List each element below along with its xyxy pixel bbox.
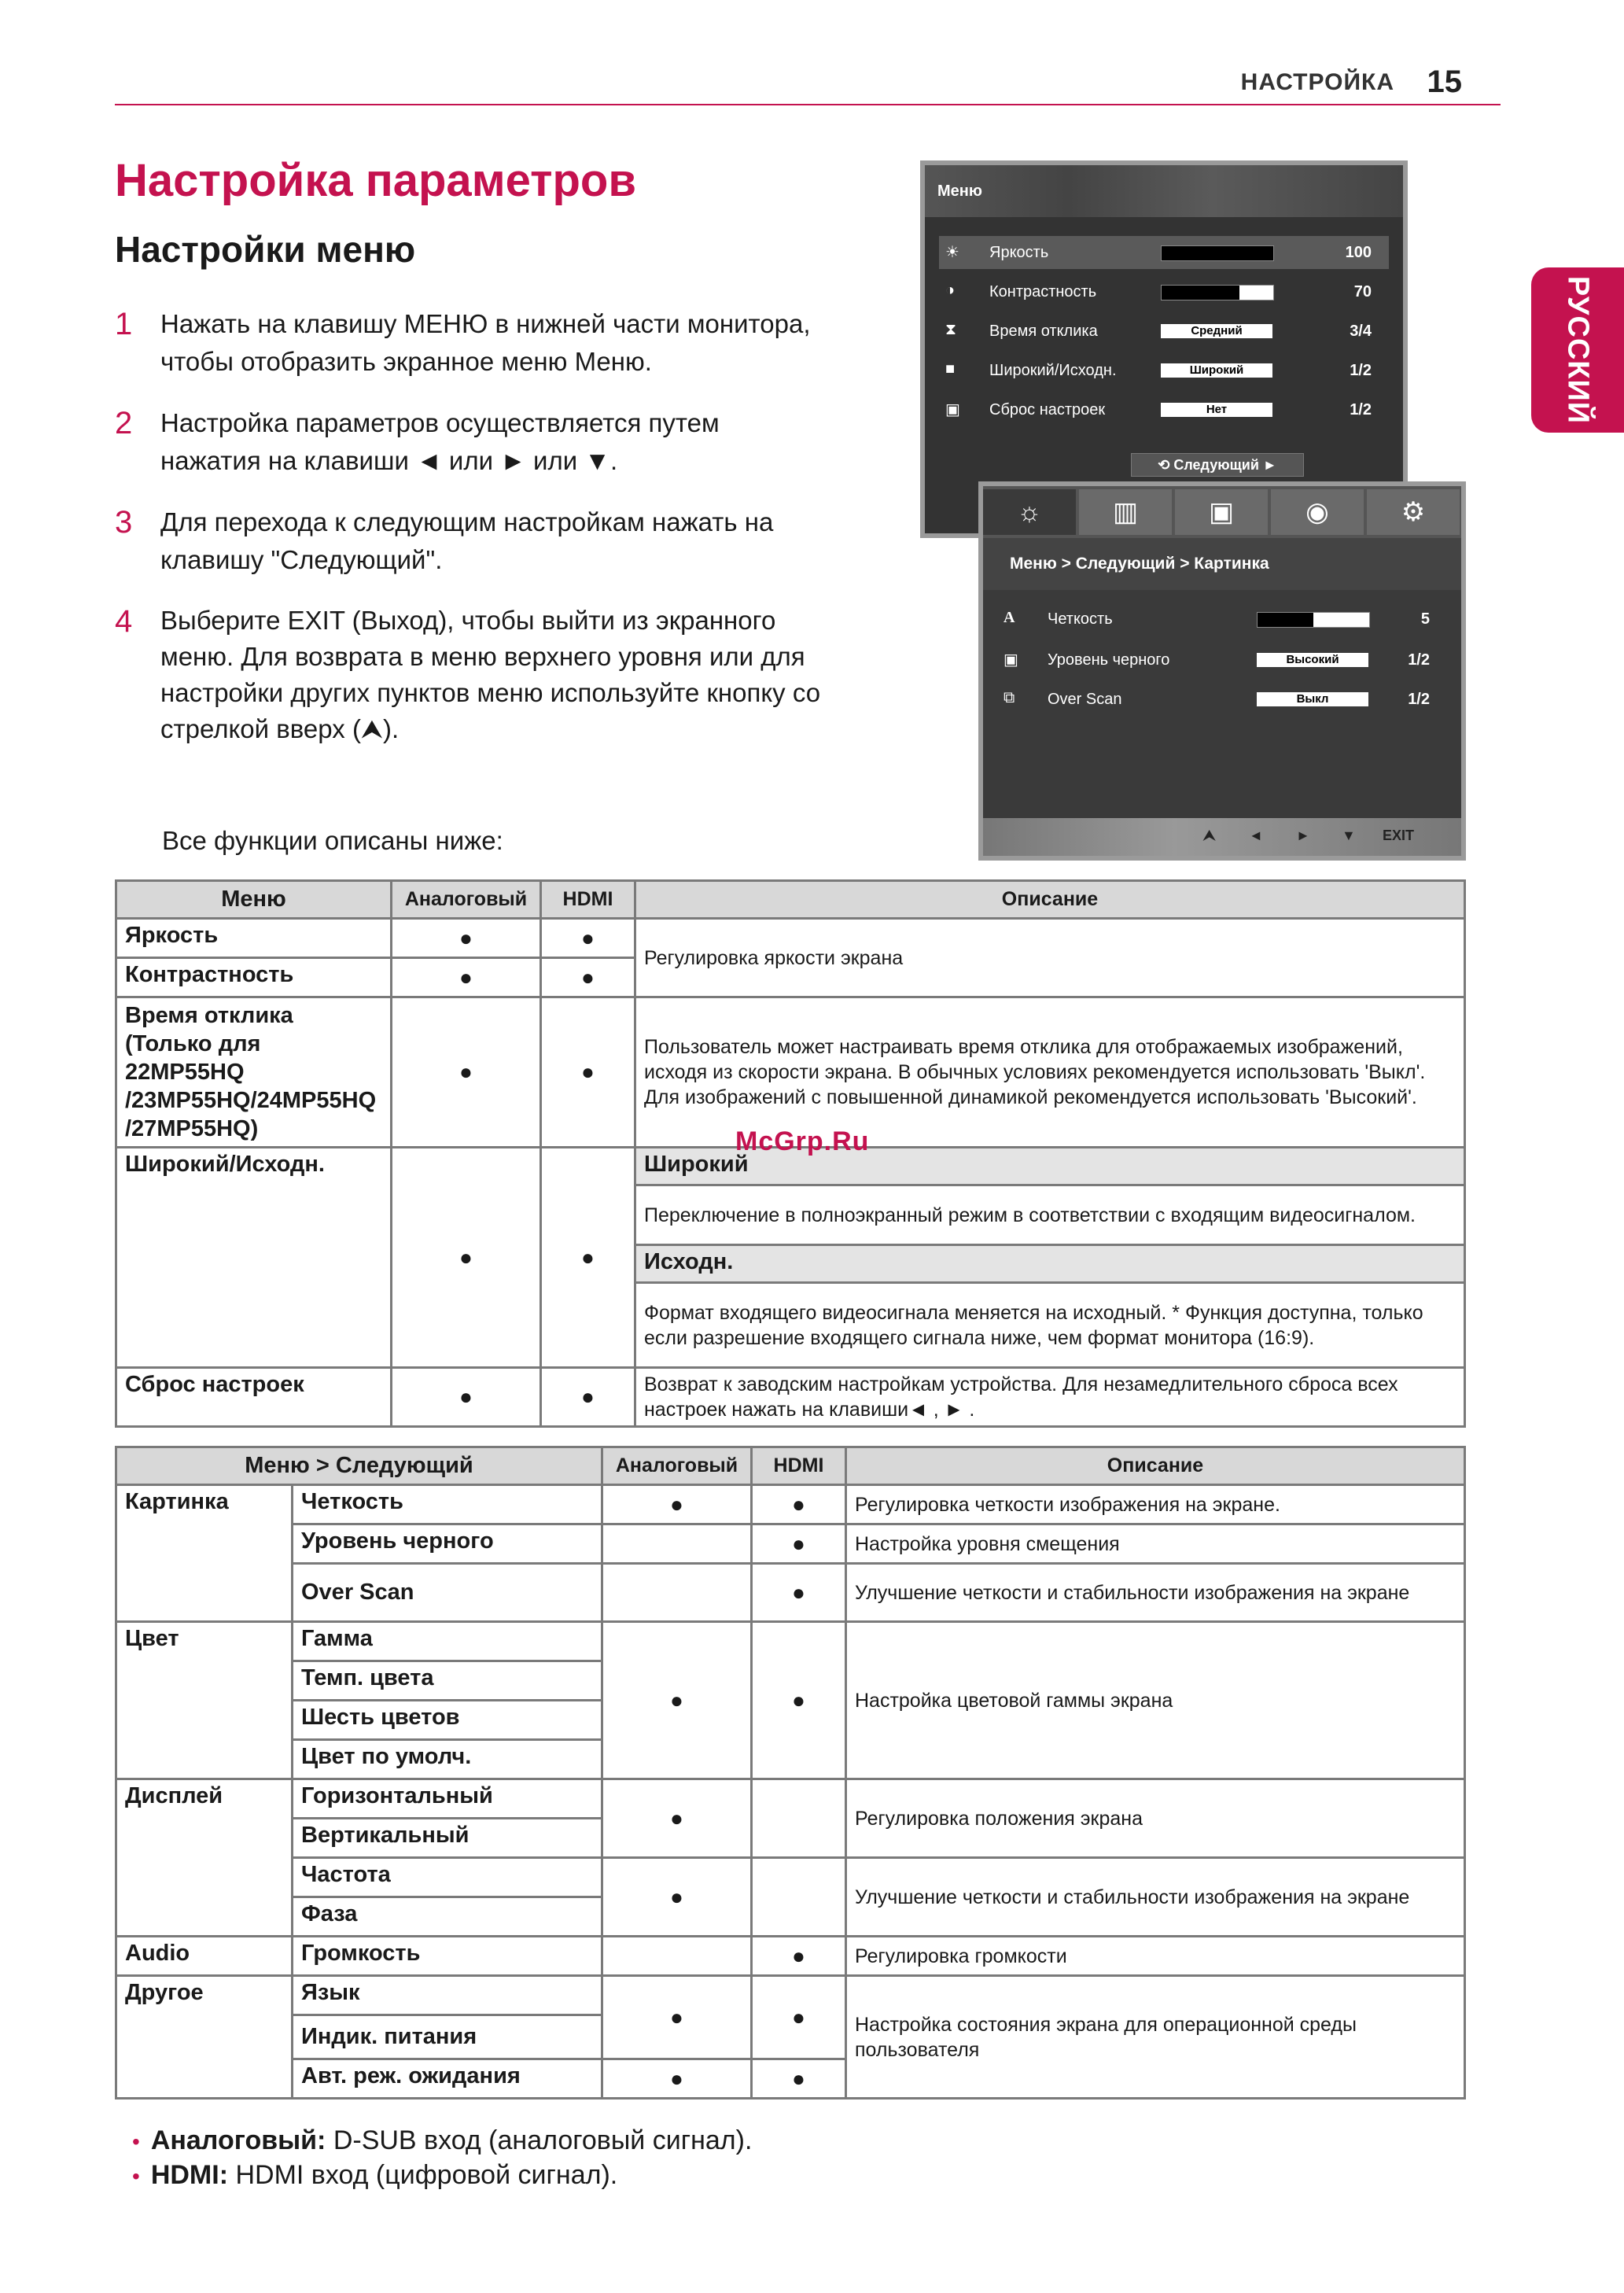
analog-empty (602, 1937, 752, 1976)
wide-subheading: Широкий (635, 1148, 1465, 1185)
col-hdmi: HDMI (541, 881, 635, 919)
row-overscan: Over Scan (293, 1564, 602, 1622)
step-number: 1 (115, 307, 133, 341)
osd-row-value: 100 (1345, 244, 1372, 261)
hdmi-dot: ● (752, 1622, 846, 1779)
exit-key: EXIT (1383, 828, 1415, 843)
hdmi-dot: ● (541, 1368, 635, 1427)
hdmi-dot: ● (541, 1148, 635, 1368)
analog-dot: ● (602, 1622, 752, 1779)
aspect-icon: ■ (945, 360, 956, 378)
up-arrow-icon: ⮝ (1203, 828, 1216, 843)
hdmi-dot: ● (752, 1976, 846, 2059)
other-tab-icon: ⚙ (1367, 489, 1460, 535)
wide-description: Переключение в полноэкранный режим в соответствии с входящим видеосигналом. (635, 1185, 1465, 1245)
row-six-color: Шесть цветов (293, 1701, 602, 1740)
osd-setting: Выкл (1257, 692, 1368, 706)
osd-setting: Нет (1161, 403, 1272, 417)
analog-dot: ● (602, 2059, 752, 2099)
osd-slider (1161, 285, 1274, 300)
osd-slider (1161, 245, 1274, 261)
watermark: McGrp.Ru (735, 1126, 870, 1156)
step-number: 2 (115, 406, 133, 441)
note-term: HDMI: (150, 2160, 229, 2190)
osd-row-overscan (997, 683, 1447, 716)
language-tab-label: РУССКИЙ (1561, 275, 1595, 425)
down-key: ▼ (1342, 828, 1356, 843)
analog-dot: ● (602, 1485, 752, 1524)
osd-next-label: Следующий (1173, 457, 1259, 473)
osd-row-value: 1/2 (1350, 362, 1372, 379)
analog-dot: ● (602, 1779, 752, 1858)
col-menu: Меню (116, 881, 392, 919)
page-number: 15 (1427, 65, 1462, 99)
osd-row-label: Over Scan (1048, 691, 1122, 708)
audio-tab-icon: ◉ (1271, 489, 1364, 535)
analog-empty (602, 1524, 752, 1564)
col-analog: Аналоговый (602, 1447, 752, 1485)
step-text: Для перехода к следующим настройкам нажать на клавишу "Следующий". (160, 507, 774, 574)
row-color-reset: Цвет по умолч. (293, 1740, 602, 1779)
hourglass-icon: ⧗ (945, 321, 957, 338)
analog-dot: ● (392, 919, 541, 958)
step-number: 3 (115, 505, 133, 540)
osd-row-value: 5 (1420, 610, 1430, 628)
step-text: Настройка параметров осуществляется путем нажатия на клавиши ◄ или ► или ▼. (160, 408, 720, 475)
step-text: Выберите EXIT (Выход), чтобы выйти из экранного меню. Для возврата в меню верхнего уровня или для настройки других пунктов меню используйте кнопку со стрелкой вверх (⮝). (160, 606, 821, 743)
osd-row-black-level (997, 643, 1447, 676)
display-tab-icon: ▣ (1175, 489, 1268, 535)
sharpness-icon: A (1003, 609, 1015, 626)
osd-row-brightness (939, 236, 1389, 269)
row-gamma: Гамма (293, 1622, 602, 1661)
col-description: Описание (635, 881, 1465, 919)
sharpness-description: Регулировка четкости изображения на экране. (846, 1485, 1465, 1524)
analog-dot: ● (392, 958, 541, 997)
row-auto-standby: Авт. реж. ожидания (293, 2059, 602, 2099)
row-contrast: Контрастность (116, 958, 392, 997)
osd-setting: Высокий (1257, 653, 1368, 667)
color-description: Настройка цветовой гаммы экрана (846, 1622, 1465, 1779)
row-phase: Фаза (293, 1897, 602, 1937)
next-menu-table (115, 1446, 1466, 2099)
osd-row-reset (939, 393, 1389, 426)
left-key: ◄ (1249, 828, 1263, 843)
overscan-icon: ⧉ (1003, 689, 1015, 706)
volume-description: Регулировка громкости (846, 1937, 1465, 1976)
black-level-description: Настройка уровня смещения (846, 1524, 1465, 1564)
col-menu-next: Меню > Следующий (116, 1447, 602, 1485)
reset-description: Возврат к заводским настройкам устройства. Для незамедлительного сброса всех настроек нажать на клавиши◄ , ► . (635, 1368, 1465, 1427)
intro-text: Все функции описаны ниже: (162, 826, 503, 855)
hdmi-dot: ● (752, 1485, 846, 1524)
osd-row-value: 70 (1353, 283, 1372, 300)
row-color-temp: Темп. цвета (293, 1661, 602, 1701)
bullet-icon: • (132, 2164, 140, 2188)
other-description: Настройка состояния экрана для операционной среды пользователя (846, 1976, 1465, 2099)
row-black-level: Уровень черного (293, 1524, 602, 1564)
row-language: Язык (293, 1976, 602, 2015)
osd-row-label: Контрастность (989, 283, 1097, 300)
note-text: HDMI вход (цифровой сигнал). (228, 2160, 618, 2190)
step-1 (115, 305, 886, 381)
row-response-time: Время отклика (Только для 22MP55HQ /23MP55HQ/24MP55HQ /27MP55HQ) (116, 997, 392, 1148)
step-4 (115, 603, 886, 747)
hdmi-dot: ● (752, 1524, 846, 1564)
analog-dot: ● (602, 1858, 752, 1937)
hdmi-dot: ● (752, 1937, 846, 1976)
bullet-icon: • (132, 2129, 140, 2154)
osd-row-label: Уровень черного (1048, 651, 1170, 669)
group-display: Дисплей (116, 1779, 293, 1937)
page-title: Настройка параметров (115, 155, 637, 206)
note-term: Аналоговый: (150, 2125, 326, 2155)
osd-row-label: Сброс настроек (989, 401, 1106, 418)
osd-row-sharpness (997, 603, 1447, 636)
col-description: Описание (846, 1447, 1465, 1485)
hdmi-dot: ● (752, 2059, 846, 2099)
osd-slider (1257, 612, 1370, 628)
analog-dot: ● (602, 1976, 752, 2059)
clock-description: Улучшение четкости и стабильности изображения на экране (846, 1858, 1465, 1937)
group-color: Цвет (116, 1622, 293, 1779)
right-key: ► (1296, 828, 1310, 843)
hdmi-empty (752, 1858, 846, 1937)
color-tab-icon: ▥ (1079, 489, 1172, 535)
row-wide: Широкий/Исходн. (116, 1148, 392, 1368)
analog-dot: ● (392, 1148, 541, 1368)
hdmi-dot: ● (541, 997, 635, 1148)
analog-dot: ● (392, 997, 541, 1148)
osd-row-wide (939, 354, 1389, 387)
osd-row-value: 1/2 (1408, 691, 1430, 708)
osd-tabs (983, 486, 1461, 538)
row-brightness: Яркость (116, 919, 392, 958)
note-analog (132, 2125, 752, 2156)
row-reset: Сброс настроек (116, 1368, 392, 1427)
hdmi-dot: ● (752, 1564, 846, 1622)
row-horizontal: Горизонтальный (293, 1779, 602, 1819)
position-description: Регулировка положения экрана (846, 1779, 1465, 1858)
hdmi-dot: ● (541, 919, 635, 958)
sun-icon: ☀ (945, 244, 959, 261)
picture-tab-icon: ☼ (983, 489, 1076, 535)
osd-row-value: 1/2 (1408, 651, 1430, 669)
original-subheading: Исходн. (635, 1245, 1465, 1283)
header-divider (115, 104, 1501, 105)
osd-row-label: Время отклика (989, 323, 1098, 340)
step-text: Нажать на клавишу МЕНЮ в нижней части монитора, чтобы отобразить экранное меню Меню. (160, 309, 811, 376)
row-vertical: Вертикальный (293, 1819, 602, 1858)
osd-row-response (939, 315, 1389, 348)
row-volume: Громкость (293, 1937, 602, 1976)
group-other: Другое (116, 1976, 293, 2099)
osd-breadcrumb: Меню > Следующий > Картинка (983, 538, 1461, 590)
language-tab (1531, 267, 1624, 433)
step-2 (115, 404, 886, 480)
osd-next-button: ⟲ Следующий ► (1131, 453, 1304, 477)
osd-row-value: 3/4 (1350, 323, 1372, 340)
hdmi-empty (752, 1779, 846, 1858)
osd-row-contrast (939, 275, 1389, 308)
col-analog: Аналоговый (392, 881, 541, 919)
black-level-icon: ▣ (1003, 651, 1018, 669)
analog-dot: ● (392, 1368, 541, 1427)
osd-setting: Средний (1161, 324, 1272, 338)
osd-setting: Широкий (1161, 363, 1272, 378)
overscan-description: Улучшение четкости и стабильности изображения на экране (846, 1564, 1465, 1622)
osd-row-label: Яркость (989, 244, 1049, 261)
osd-row-value: 1/2 (1350, 401, 1372, 418)
osd-row-label: Широкий/Исходн. (989, 362, 1117, 379)
hdmi-dot: ● (541, 958, 635, 997)
analog-empty (602, 1564, 752, 1622)
page-subtitle: Настройки меню (115, 229, 416, 270)
row-clock: Частота (293, 1858, 602, 1897)
osd-footer (983, 818, 1461, 856)
osd-next-screenshot (978, 481, 1466, 861)
group-picture: Картинка (116, 1485, 293, 1622)
original-description: Формат входящего видеосигнала меняется на исходный. * Функция доступна, только если разрешение входящего сигнала ниже, чем формат монитора (16:9). (635, 1283, 1465, 1368)
row-sharpness: Четкость (293, 1485, 602, 1524)
osd-main-title: Меню (937, 182, 982, 200)
response-description: Пользователь может настраивать время отклика для отображаемых изображений, исходя из скорости экрана. В обычных условиях рекомендуется использовать 'Выкл'. Для изображений с повышенной динамикой рекомендуется использовать 'Высокий'. (635, 997, 1465, 1148)
note-text: D-SUB вход (аналоговый сигнал). (326, 2125, 753, 2155)
osd-row-label: Четкость (1048, 610, 1113, 628)
reset-icon: ▣ (945, 401, 960, 418)
header-section: НАСТРОЙКА (1240, 69, 1394, 95)
col-hdmi: HDMI (752, 1447, 846, 1485)
step-number: 4 (115, 604, 133, 639)
step-3 (115, 503, 886, 579)
row-power-led: Индик. питания (293, 2015, 602, 2059)
contrast-icon: ◑ (945, 282, 956, 299)
bc-description: Регулировка яркости экрана (635, 919, 1465, 997)
note-hdmi (132, 2160, 617, 2191)
group-audio: Audio (116, 1937, 293, 1976)
